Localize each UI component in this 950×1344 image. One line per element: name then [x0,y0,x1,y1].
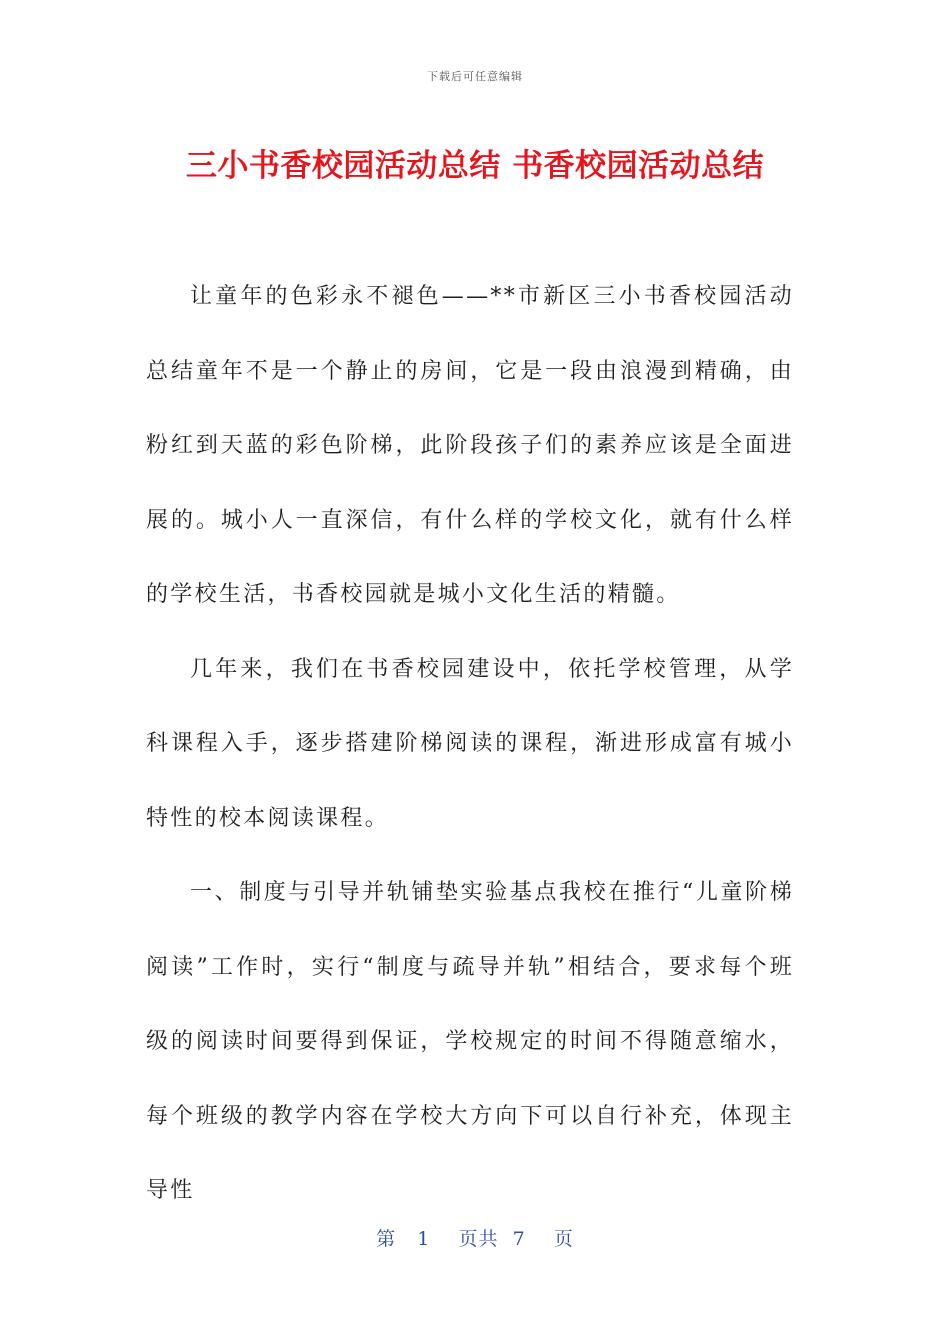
paragraph-3: 一、制度与引导并轨铺垫实验基点我校在推行“儿童阶梯阅读”工作时，实行“制度与疏导并轨”相结合，要求每个班级的阅读时间要得到保证，学校规定的时间不得随意缩水，每个班级的教学内容在学校大方向下可以自行补充，体现主导性 [146,880,794,1203]
page-footer [0,1224,950,1251]
document-title: 三小书香校园活动总结 书香校园活动总结 [185,148,765,184]
header-note: 下载后可任意编辑 [427,70,523,83]
paragraph-1: 让童年的色彩永不褪色——**市新区三小书香校园活动总结童年不是一个静止的房间，它是一段由浪漫到精确，由粉红到天蓝的彩色阶梯，此阶段孩子们的素养应该是全面进展的。城小人一直深信，有什么样的学校文化，就有什么样的学校生活，书香校园就是城小文化生活的精髓。 [146,284,794,607]
page-label-prefix: 第 [376,1228,397,1250]
page-label-middle: 页共 [458,1228,499,1250]
paragraph-2: 几年来，我们在书香校园建设中，依托学校管理，从学科课程入手，逐步搭建阶梯阅读的课程，渐进形成富有城小特性的校本阅读课程。 [146,656,794,831]
page-number: 1 [417,1228,431,1250]
page-total: 7 [512,1228,526,1250]
page-label-suffix: 页 [553,1228,574,1250]
document-body [146,260,794,1229]
